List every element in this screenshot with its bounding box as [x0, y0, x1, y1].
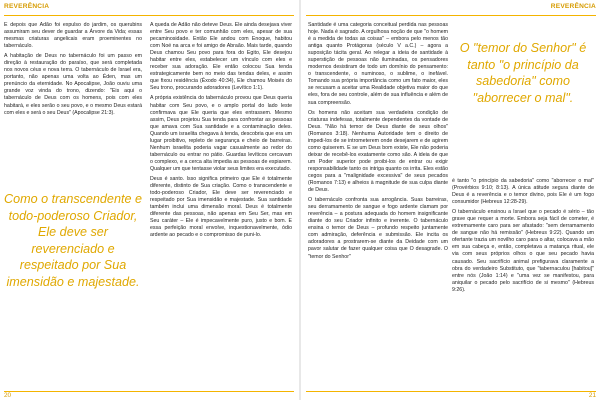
page-number: 20	[4, 392, 12, 399]
paragraph: E depois que Adão foi expulso do jardim, os querubins assumiram seu dever de guardar a Árvore da Vida; essas mesmas criaturas angelicais eram proeminentes no tabernáculo.	[4, 22, 142, 50]
paragraph: Santidade é uma categoria conceitual perdida nas pessoas hoje. Nada é sagrado. A orgulhosa noção de que "o homem é a medida de todas as coisas" – embora pelo menos tão antiga quanto Protágoras (século V a.C.) – agora a suposição tácita geral. Ao relegar a ideia de santidade à superstição de pessoas não iluminadas, os pensadores modernos desistiram de todo um domínio do pensamento: o transcendente, o numinoso, o sublime, o inefável. Tomando sua própria importância como um fato maior, eles se recusam a aceitar uma Realidade objetiva maior do que eles, fora de seu controle, além de sua influência e além de sua compreensão.	[308, 22, 448, 106]
right-column-1	[308, 22, 448, 264]
running-header: REVERÊNCIA	[550, 3, 596, 10]
paragraph: O tabernáculo ensinou a Israel que o pecado é sério – tão grave que requer a morte. Embora seja fácil de cometer, é extremamente caro para ser afastado: "sem derramamento de sangue não há remissão" (Hebreus 9:22). Quando um ofertante trazia um novilho caro para o altar, colocava a mão em sua cabeça e, então, completava a matança ritual, ele via com seus próprios olhos o que seu pecado havia causado. Seu sacrifício animal prefigurava claramente a obra do verdadeiro Substituto, que "tabernaculou [habitou]" entre nós (João 1:14) e "uma vez se manifestou, para aniquilar o pecado pelo sacrifício de si mesmo" (Hebreus 9:26).	[452, 209, 594, 293]
right-column-2	[452, 178, 594, 297]
left-column-2	[150, 22, 292, 242]
paragraph: A queda de Adão não deteve Deus. Ele ainda desejava viver entre Seu povo e ter comunhão com eles, apesar de sua pecaminosidade. Então Ele andou com Enoque, habitou com Noé na arca e foi amigo de Abraão. Mais tarde, quando Deus chamou Seu povo para fora do Egito, Ele desejou habitar entre eles, estabelecer um vínculo com eles e receber sua adoração. Ele então colocou Sua tenda estrategicamente bem no meio das tendas deles, e assim que fixou residência (Êxodo 40:34), Ele chamou Moisés do Seu trono, procurando adoradores (Levítico 1:1).	[150, 22, 292, 92]
pull-quote: O "temor do Senhor" é tanto "o princípio da sabedoria" como "aborrecer o mal".	[459, 41, 587, 105]
paragraph: A habitação de Deus no tabernáculo foi um passo em direção à restauração do paraíso, que será completada nos novos céus e nova terra. O tabernáculo de Israel era, portanto, não apenas uma volta ao Éden, mas um prenúncio da eternidade. No Apocalipse, João ouviu uma grande voz vinda do trono, dizendo: "Eis aqui o tabernáculo de Deus com os homens, pois com eles habitará, e eles serão o seu povo, e o mesmo Deus estará com eles e será o seu Deus" (Apocalipse 21:3).	[4, 53, 142, 116]
paragraph: A própria existência do tabernáculo provou que Deus queria habitar com Seu povo, e o amplo portal do lado leste confirmava que Ele queria que eles entrassem. Mesmo assim, Deus projetou Sua tenda para confrontar as pessoas que amava com Sua santidade e a contaminação deles. Quando um israelita chegava à tenda, descobria que era um lugar proibitivo, repleto de segurança e cheio de barreiras. Nenhum israelita poderia vagar casualmente ao redor do tabernáculo ou entrar no pátio. Guardas levíticos cercavam o complexo, e a cerca alta impedia as pessoas de espiarem. Qualquer um que tentasse violar seus limites era executado.	[150, 95, 292, 172]
footer-rule	[4, 391, 294, 392]
left-column-1	[4, 22, 142, 120]
paragraph: Os homens não aceitam sua verdadeira condição de criaturas indefesas, totalmente dependentes da vontade de Deus. "Não há temor de Deus diante de seus olhos" (Romanos 3:18). Nenhuma Autoridade tem o direito de impedi-los de se intrometerem onde desejarem e de agirem como quiserem. E se um Deus bom existe, Ele não poderia deixar de recebê-los exatamente como são. A ideia de que um Poder superior pode proibi-los de entrar ou exigir responsabilidade tanto os intriga quanto os irrita. Eles estão cegos para a "malignidade excessiva" de seus pecados (Romanos 7:13) e alheios à magnitude de sua culpa diante de Deus.	[308, 109, 448, 194]
footer-rule	[306, 391, 596, 392]
running-header: REVERÊNCIA	[4, 3, 50, 10]
header-rule	[4, 15, 294, 16]
paragraph: O tabernáculo confronta sua arrogância. Suas barreiras, seu derramamento de sangue e fogo ardente clamam por reverência – a postura adequada do homem insignificante diante do seu Criador infinito e inerente. O tabernáculo ensina o temor de Deus – profundo respeito juntamente com admiração, deferência e submissão. Ele incita os adoradores a prostrarem-se diante da Deidade com um pavor salutar de fazer qualquer coisa que O desagrade. O "temor do Senhor"	[308, 197, 448, 260]
page-number: 21	[588, 392, 596, 399]
header-rule	[306, 15, 596, 16]
pull-quote: Como o transcendente e todo-poderoso Criador, Ele deve ser reverenciado e respeitado por Sua imensidão e majestade.	[4, 192, 142, 289]
paragraph: é tanto "o princípio da sabedoria" como "aborrecer o mal" (Provérbios 9:10; 8:13). A única atitude segura diante de Deus é a reverência e o temor divino, pois Ele é um fogo consumidor (Hebreus 12:28-29).	[452, 178, 594, 206]
paragraph: Deus é santo. Isso significa primeiro que Ele é totalmente diferente, distinto de Sua criação. Como o transcendente e todo-poderoso Criador, Ele deve ser reverenciado e respeitado por Sua imensidão e majestade. Sua santidade também inclui uma dimensão moral. Deus é totalmente diferente das pessoas, não apenas em Seu Ser, mas em Seu caráter – Ele é impecavelmente puro, justo e bom. E essa perfeição moral envolve, inquestionavelmente, ódio ardente ao pecado e o compromisso de puni-lo.	[150, 175, 292, 239]
